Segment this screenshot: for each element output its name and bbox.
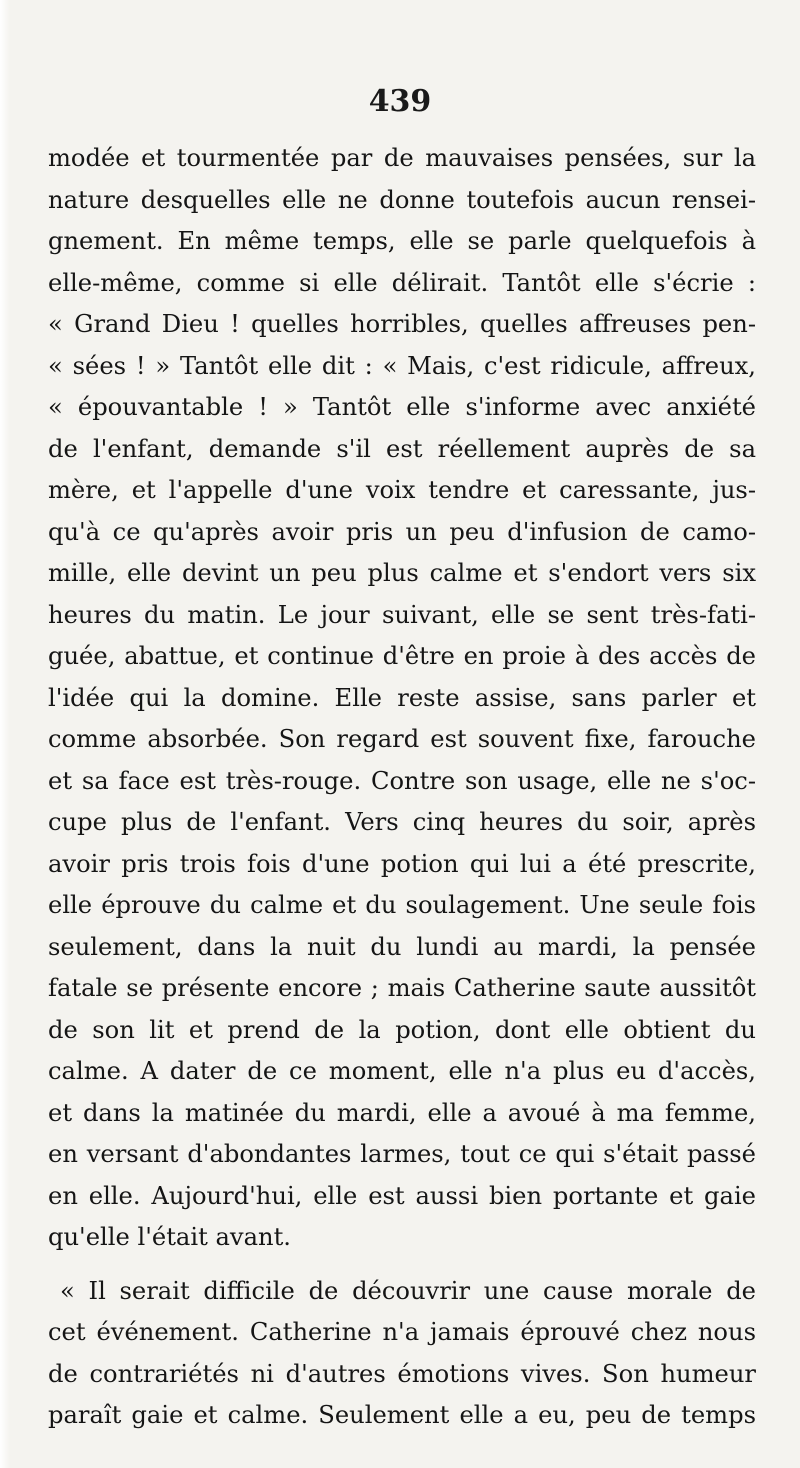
text-line: et sa face est très-rouge. Contre son usage, elle ne s'oc- xyxy=(48,766,756,795)
text-line: qu'elle l'était avant. xyxy=(48,1223,291,1251)
text-line: fatale se présente encore ; mais Catherine saute aussitôt xyxy=(48,974,756,1002)
text-line: en elle. Aujourd'hui, elle est aussi bien portante et gaie xyxy=(48,1181,756,1210)
text-line: modée et tourmentée par de mauvaises pensées, sur la xyxy=(48,144,756,172)
text-line: cupe plus de l'enfant. Vers cinq heures du soir, après xyxy=(48,808,756,836)
text-line: comme absorbée. Son regard est souvent fixe, farouche xyxy=(48,725,756,753)
text-line: « Grand Dieu ! quelles horribles, quelles affreuses pen- xyxy=(48,310,756,338)
text-line: calme. A dater de ce moment, elle n'a plus eu d'accès, xyxy=(48,1057,756,1085)
paragraph-2 xyxy=(48,1271,756,1437)
text-line: seulement, dans la nuit du lundi au mardi, la pensée xyxy=(48,932,756,961)
page-edge-shadow xyxy=(0,0,10,1468)
text-line: de contrariétés ni d'autres émotions vives. Son humeur xyxy=(48,1359,756,1388)
text-line: de son lit et prend de la potion, dont elle obtient du xyxy=(48,1015,756,1044)
text-line: avoir pris trois fois d'une potion qui lui a été prescrite, xyxy=(48,849,756,878)
text-line: gnement. En même temps, elle se parle quelquefois à xyxy=(48,227,756,255)
text-line: nature desquelles elle ne donne toutefois aucun rensei- xyxy=(48,185,756,214)
text-line: heures du matin. Le jour suivant, elle se sent très-fati- xyxy=(48,600,756,629)
text-line: qu'à ce qu'après avoir pris un peu d'infusion de camo- xyxy=(48,517,756,546)
text-line: elle-même, comme si elle délirait. Tantôt elle s'écrie : xyxy=(48,268,756,297)
paragraph-gap xyxy=(48,1259,756,1271)
text-line: « Il serait difficile de découvrir une cause morale de xyxy=(60,1276,756,1305)
text-line: « sées ! » Tantôt elle dit : « Mais, c'est ridicule, affreux, xyxy=(48,351,756,380)
text-line: l'idée qui la domine. Elle reste assise, sans parler et xyxy=(48,683,756,712)
text-line: paraît gaie et calme. Seulement elle a eu, peu de temps xyxy=(48,1401,756,1429)
text-line: en versant d'abondantes larmes, tout ce qui s'était passé xyxy=(48,1140,756,1168)
paragraph-1 xyxy=(48,138,756,1259)
text-line: guée, abattue, et continue d'être en proie à des accès de xyxy=(48,642,756,670)
text-line: mère, et l'appelle d'une voix tendre et caressante, jus- xyxy=(48,476,756,504)
text-line: cet événement. Catherine n'a jamais éprouvé chez nous xyxy=(48,1318,756,1346)
text-line: « épouvantable ! » Tantôt elle s'informe avec anxiété xyxy=(48,393,756,421)
text-line: et dans la matinée du mardi, elle a avoué à ma femme, xyxy=(48,1098,756,1127)
text-body xyxy=(48,138,756,1437)
text-line: elle éprouve du calme et du soulagement. Une seule fois xyxy=(48,891,756,919)
text-line: mille, elle devint un peu plus calme et s'endort vers six xyxy=(48,559,756,587)
page-number: 439 xyxy=(368,84,432,119)
text-line: de l'enfant, demande s'il est réellement auprès de sa xyxy=(48,434,756,463)
